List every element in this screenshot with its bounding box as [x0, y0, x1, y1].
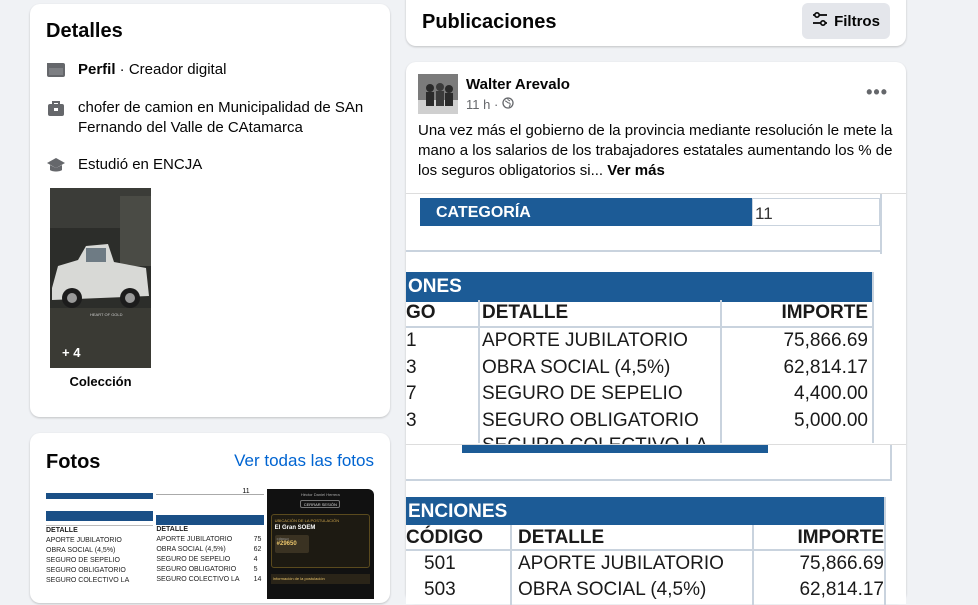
publications-header: [406, 0, 906, 46]
work-text: chofer de camion en Municipalidad de SAn Fernando del Valle de CAtamarca: [78, 99, 364, 136]
filters-button[interactable]: [802, 3, 890, 39]
profile-row: [46, 60, 376, 80]
col-amount: IMPORTE: [797, 527, 884, 548]
post-card: [406, 62, 906, 602]
flag-icon: [46, 60, 66, 80]
details-title: Detalles: [46, 20, 123, 42]
photo-line: CERRAR SESIÓN: [300, 500, 340, 508]
photo-line: APORTE JUBILATORIO: [156, 536, 233, 543]
post-author[interactable]: Walter Arevalo: [466, 76, 570, 93]
cell: 501: [424, 553, 456, 574]
category-label: CATEGORÍA: [420, 198, 752, 226]
cell: APORTE JUBILATORIO: [518, 553, 724, 574]
photo-line: SEGURO COLECTIVO LA: [46, 577, 130, 584]
cell: 503: [424, 579, 456, 600]
briefcase-icon: [46, 98, 66, 118]
table-row: [406, 383, 868, 405]
graduation-cap-icon: [46, 155, 66, 175]
photo-line: Héctor Daniel Herrera: [300, 492, 340, 497]
cell: 3: [406, 410, 417, 431]
photo-line: SEGURO DE SEPELIO: [156, 556, 231, 563]
col-code: CÓDIGO: [406, 527, 484, 548]
cell: SEGURO OBLIGATORIO: [482, 410, 699, 431]
collection-image-text: HEART OF GOLD: [90, 312, 123, 317]
photo-line: SEGURO COLECTIVO LA: [156, 576, 240, 583]
photo-line: 62: [253, 546, 262, 553]
col-amount: IMPORTE: [781, 302, 868, 323]
cell: SEGURO DE SEPELIO: [482, 383, 683, 404]
photo-line: 14: [253, 576, 262, 583]
collection-more-count: + 4: [62, 345, 81, 360]
photo-line: 5: [253, 566, 258, 573]
table-row: [424, 579, 884, 601]
col-detail: DETALLE: [518, 527, 605, 548]
cell: 75,866.69: [783, 330, 868, 351]
cell: OBRA SOCIAL (4,5%): [482, 357, 671, 378]
profile-label[interactable]: Perfil: [78, 61, 116, 78]
cell: 75,866.69: [799, 553, 884, 574]
profile-category: · Creador digital: [115, 61, 227, 78]
photo-line: UBICACIÓN DE LA POSTULACIÓN: [274, 518, 340, 523]
cell: OBRA SOCIAL (4,5%): [518, 579, 707, 600]
education-row: [46, 155, 376, 175]
photos-card: [30, 433, 390, 603]
photo-line: 11: [156, 489, 263, 495]
see-all-photos-link[interactable]: Ver todas las fotos: [234, 451, 374, 470]
col-detail: DETALLE: [482, 302, 569, 323]
education-text: Estudió en ENCJA: [78, 156, 203, 173]
cell: 5,000.00: [794, 410, 868, 431]
sliders-icon: [812, 12, 828, 30]
globe-icon: [502, 97, 514, 112]
photos-title: Fotos: [46, 451, 101, 473]
post-meta: [466, 97, 514, 112]
photo-line: CÓDIGO: [276, 537, 289, 541]
photo-thumbnail[interactable]: [267, 489, 374, 599]
photos-grid: [46, 489, 374, 599]
post-time[interactable]: 11 h ·: [466, 97, 499, 112]
post-body-text: Una vez más el gobierno de la provincia mediante resolución le mete la mano a los salarios de los trabajadores estatales aumentando los % de los seguros obligatorios si...: [418, 122, 893, 179]
table-header: [406, 302, 868, 324]
see-more-link[interactable]: Ver más: [607, 162, 665, 179]
collection-thumbnail[interactable]: [50, 188, 151, 368]
photo-line: SEGURO OBLIGATORIO: [46, 567, 126, 574]
collection-caption: Colección: [69, 374, 132, 389]
section-title: ENCIONES: [406, 497, 884, 525]
table-row: [406, 410, 868, 432]
more-options-icon[interactable]: •••: [866, 82, 888, 102]
photo-line: DETALLE: [46, 527, 78, 534]
section-title: ONES: [406, 272, 872, 300]
photo-thumbnail[interactable]: [46, 489, 153, 599]
cell: 62,814.17: [783, 357, 868, 378]
table-row: [424, 553, 884, 575]
cell: 62,814.17: [799, 579, 884, 600]
photo-line: #29650: [276, 541, 297, 547]
cell: 1: [406, 330, 417, 351]
category-value: 11: [752, 198, 880, 226]
photo-line: El Gran SOEM: [274, 525, 316, 531]
table-row: [406, 357, 868, 379]
photo-line: Información de la postulación: [271, 574, 370, 584]
cell: APORTE JUBILATORIO: [482, 330, 688, 351]
details-card: [30, 4, 390, 417]
publications-title: Publicaciones: [422, 11, 557, 33]
cell: 7: [406, 383, 417, 404]
work-row: [46, 98, 376, 138]
photo-thumbnail[interactable]: [156, 489, 263, 599]
author-avatar[interactable]: [418, 74, 458, 114]
cell: 4,400.00: [794, 383, 868, 404]
photo-line: 75: [253, 536, 262, 543]
post-text: [418, 121, 896, 181]
cell: 3: [406, 357, 417, 378]
post-image-2[interactable]: [406, 444, 906, 604]
col-code: GO: [406, 302, 436, 323]
photo-line: OBRA SOCIAL (4,5%): [46, 547, 116, 554]
table-header: [406, 527, 884, 549]
photo-line: SEGURO OBLIGATORIO: [156, 566, 237, 573]
photo-line: APORTE JUBILATORIO: [46, 537, 122, 544]
table-row: [406, 330, 868, 352]
featured-collection[interactable]: [50, 188, 151, 389]
filters-label: Filtros: [834, 12, 880, 30]
photo-line: DETALLE: [156, 526, 189, 533]
post-image-1[interactable]: [406, 193, 906, 442]
photo-line: OBRA SOCIAL (4,5%): [156, 546, 226, 553]
photo-line: 4: [253, 556, 258, 563]
photo-line: SEGURO DE SEPELIO: [46, 557, 120, 564]
